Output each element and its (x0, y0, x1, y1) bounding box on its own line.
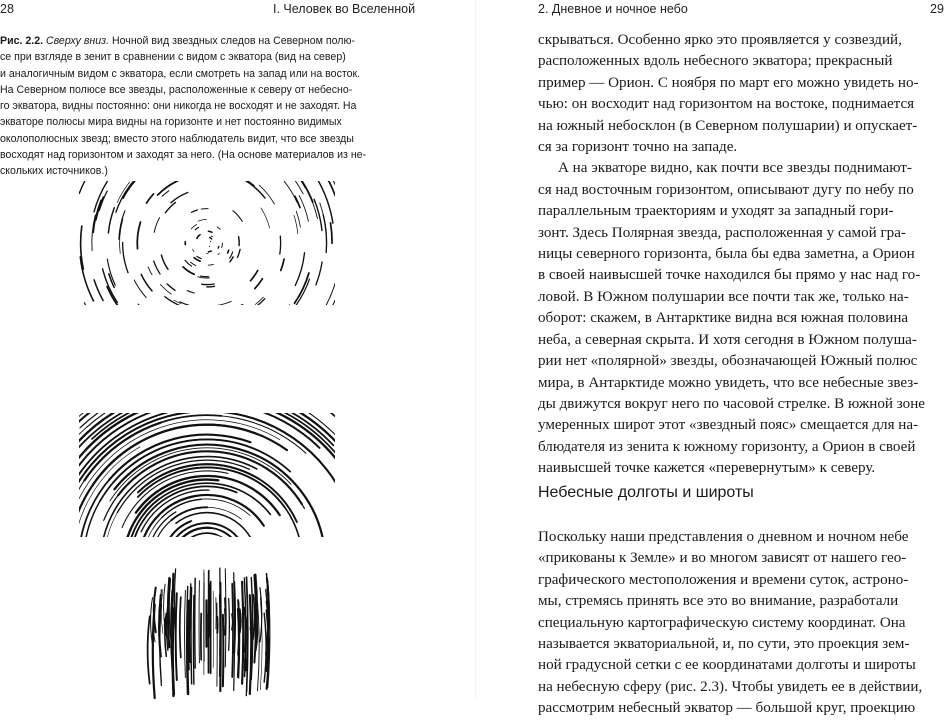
caption-line (0, 33, 414, 49)
text-line: блюдателя из зенита к южному горизонту, а Орион в своей (538, 437, 948, 458)
star-trail (148, 267, 152, 275)
text-line: А на экваторе видно, как почти все звезды поднимают- (538, 158, 948, 179)
star-trail (148, 616, 150, 683)
star-trail (261, 208, 270, 228)
text-line: графического местоположения и времени суток, астроно- (538, 570, 948, 591)
text-line: наивысшей точке кажется «перевернутым» к северу. (538, 458, 948, 479)
star-trail (207, 286, 215, 287)
star-trail (281, 259, 284, 270)
star-trail (299, 196, 308, 222)
star-trails-equator-east-west-image (79, 558, 335, 700)
star-trail (214, 301, 231, 305)
star-trail (154, 261, 160, 274)
text-line: рассмотрим небесный экватор — большой круг, проекцию (538, 698, 948, 719)
star-trail (176, 593, 177, 680)
star-trail (323, 215, 326, 253)
star-trail (201, 209, 208, 210)
body-text-column-2 (538, 527, 948, 720)
star-trail (165, 202, 175, 212)
star-trail (162, 191, 169, 197)
caption-line: околополюсных звезд; вместо этого наблюдатель видит, что все звезды (0, 131, 414, 147)
star-trail (128, 482, 185, 534)
star-trail (197, 256, 201, 258)
star-trail (314, 199, 322, 230)
text-line: ся над восточным горизонтом, описывают дугу по небу по (538, 180, 948, 201)
star-trail (280, 236, 281, 254)
figure-caption (0, 33, 414, 180)
star-trail (174, 569, 175, 633)
star-trail (253, 595, 255, 639)
text-line: специальную картографическую систему координат. Она (538, 613, 948, 634)
star-trail (225, 598, 226, 633)
caption-line: На Северном полюсе все звезды, расположенные к северу от небесно- (0, 82, 414, 98)
text-line: «прикованы к Земле» и во многом зависят от нашего гео- (538, 548, 948, 569)
star-trail (238, 249, 241, 257)
right-running-head: 2. Дневное и ночное небо (538, 2, 688, 16)
text-line: ной градусной сетки с ее координатами долготы и широты (538, 655, 948, 676)
star-trail (191, 225, 196, 229)
star-trail (251, 271, 258, 281)
star-trail (316, 262, 322, 285)
star-trail (276, 181, 297, 202)
star-trail (209, 246, 210, 247)
star-trail (154, 218, 159, 233)
star-trail (171, 507, 207, 520)
star-trail (306, 181, 335, 182)
star-trail (223, 304, 243, 305)
star-trail (228, 250, 229, 253)
star-trail (191, 587, 192, 684)
text-line: называется экваториальной, и, по сути, это проекция зем- (538, 634, 948, 655)
star-trail (208, 264, 213, 265)
star-trail (191, 262, 196, 266)
text-line: неба, а северная скрыта. И хотя сегодня в Южном полуша- (538, 330, 948, 351)
caption-first-line: Ночной вид звездных следов на Северном полю- (112, 35, 355, 47)
text-line: в своей наивысшей точке находился бы прямо у нас над го- (538, 265, 948, 286)
star-trail (229, 599, 230, 651)
caption-line: се при взгляде в зенит в сравнении с видом с экватора (вид на север) (0, 49, 414, 65)
text-line: чью: он восходит над горизонтом на востоке, поднимается (538, 94, 948, 115)
star-trail (331, 223, 333, 243)
star-trail (188, 601, 189, 670)
star-trail (117, 182, 129, 202)
caption-line: скольких источников.) (0, 163, 414, 179)
text-line: Поскольку наши представления о дневном и ночном небе (538, 527, 948, 548)
star-trail (138, 304, 152, 305)
star-trail (123, 243, 128, 273)
text-line: на южный небосклон (в Северном полушарии) и опускает- (538, 116, 948, 137)
star-trail (234, 582, 235, 653)
star-trail (296, 211, 300, 227)
star-trail (191, 210, 197, 212)
caption-line: го экватора, видны постоянно: они никогда не восходят и не заходят. На (0, 98, 414, 114)
text-line: ды движутся вокруг него по часовой стрелке. В южной зоне (538, 394, 948, 415)
star-trail (84, 303, 97, 305)
star-trail (180, 597, 181, 657)
body-text-column (538, 30, 948, 480)
star-trail (255, 279, 263, 289)
caption-line: и аналогичным видом с экватора, если смотреть на запад или на восток. (0, 66, 414, 82)
star-trail (295, 196, 300, 207)
star-trail (171, 193, 188, 203)
section-heading: Небесные долготы и широты (538, 484, 754, 502)
text-line: расположенных вдоль небесного экватора; прекрасный (538, 51, 948, 72)
text-line: параллельным траекториям и уходят за западный гори- (538, 201, 948, 222)
star-trail (202, 284, 214, 285)
text-line: ся за горизонт точно на западе. (538, 137, 948, 158)
text-line: зонт. Здесь Полярная звезда, расположенная у самой гра- (538, 223, 948, 244)
text-line: мира, в Антарктиде можно увидеть, что все небесные звез- (538, 373, 948, 394)
star-trail (108, 208, 114, 233)
text-line: ницы северного горизонта, была бы едва заметна, а Орион (538, 244, 948, 265)
star-trail (183, 267, 194, 274)
star-trail (167, 284, 175, 290)
star-trail (210, 238, 212, 239)
text-line: скрываться. Особенно ярко это проявляется у созвездий, (538, 30, 948, 51)
star-trail (317, 280, 335, 305)
star-trail (158, 181, 179, 195)
star-trail (222, 243, 223, 247)
star-trail (295, 253, 304, 286)
star-trail (185, 590, 186, 677)
star-trail (242, 582, 243, 684)
star-trail (185, 260, 192, 266)
star-trail (294, 215, 298, 233)
text-line: мы, стремясь принять все это во внимание, разработали (538, 591, 948, 612)
text-line: ловой. В Южном полушарии все почти так же, только на- (538, 287, 948, 308)
star-trail (161, 255, 168, 269)
star-trail (208, 231, 212, 232)
text-line: оборот: скажем, в Антарктике видна вся южная половина (538, 308, 948, 329)
left-page-number: 28 (0, 2, 14, 16)
caption-line: экваторе полюсы мира видны на горизонте и нет постоянно видимых (0, 114, 414, 130)
star-trail (79, 413, 209, 535)
star-trail (195, 227, 198, 229)
star-trails-equator-north-image (79, 413, 335, 537)
star-trail (123, 181, 142, 198)
left-page (0, 0, 475, 700)
star-trail (218, 246, 219, 248)
star-trail (94, 280, 103, 301)
star-trail (193, 596, 194, 685)
star-trail (198, 219, 207, 221)
star-trail (211, 236, 212, 237)
text-line: умеренных широт этот «звездный пояс» смещается для на- (538, 415, 948, 436)
star-trail (172, 574, 173, 696)
star-trail (141, 274, 152, 291)
gutter-divider (475, 0, 476, 700)
star-trail (218, 253, 220, 255)
text-line: на небесную сферу (рис. 2.3). Чтобы увидеть ее в действии, (538, 677, 948, 698)
text-line: пример — Орион. С ноября по март его можно увидеть но- (538, 73, 948, 94)
caption-emphasis: Сверху вниз. (46, 35, 109, 47)
star-trail (94, 181, 109, 212)
star-trail (217, 227, 220, 229)
star-trail (193, 249, 194, 251)
star-trail (295, 273, 309, 303)
star-trail (208, 251, 211, 252)
star-trail (134, 280, 146, 298)
star-trail (137, 222, 140, 249)
right-page-number: 29 (930, 2, 944, 16)
text-line: рии нет «полярной» звезды, обозначающей Южный полюс (538, 351, 948, 372)
star-trail (294, 181, 304, 194)
caption-line: восходят над горизонтом и заходят за него. (На основе материалов из не- (0, 147, 414, 163)
star-trail (201, 276, 209, 277)
left-running-head: I. Человек во Вселенной (273, 2, 415, 16)
star-trail (79, 181, 93, 194)
star-trail (180, 302, 194, 305)
star-trail (147, 194, 154, 203)
star-trail (232, 584, 233, 677)
star-trail (187, 291, 194, 293)
star-trails-north-pole-image (79, 181, 335, 305)
star-trail (197, 235, 199, 238)
star-trail (243, 181, 265, 198)
star-trail (233, 211, 242, 222)
caption-label: Рис. 2.2. (0, 35, 43, 47)
star-trail (239, 237, 240, 246)
